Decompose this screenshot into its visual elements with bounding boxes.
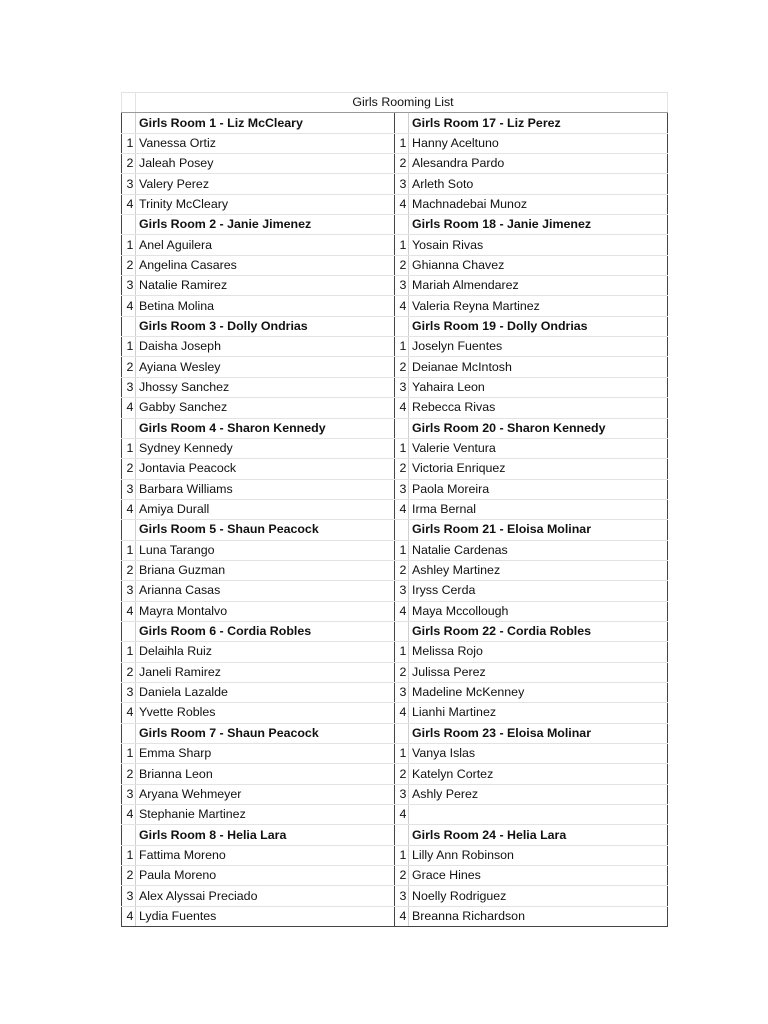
right-member-name: Deianae McIntosh	[409, 357, 668, 377]
left-slot-number: 4	[122, 805, 136, 825]
right-room-header: Girls Room 22 - Cordia Robles	[409, 621, 668, 641]
left-slot-number: 3	[122, 682, 136, 702]
right-slot-number: 1	[395, 337, 409, 357]
rooming-list-table	[121, 92, 668, 927]
right-slot-number: 3	[395, 174, 409, 194]
room-header-row	[122, 113, 668, 133]
left-slot-number: 2	[122, 866, 136, 886]
right-member-name: Rebecca Rivas	[409, 398, 668, 418]
left-slot-number: 4	[122, 194, 136, 214]
member-row	[122, 357, 668, 377]
left-slot-number: 4	[122, 398, 136, 418]
left-slot-number: 4	[122, 906, 136, 926]
member-row	[122, 154, 668, 174]
right-slot-number: 1	[395, 642, 409, 662]
right-slot-number: 4	[395, 296, 409, 316]
sheet-title: Girls Rooming List	[136, 93, 668, 113]
right-slot-number: 4	[395, 499, 409, 519]
right-header-number-cell	[395, 520, 409, 540]
member-row	[122, 845, 668, 865]
left-slot-number: 1	[122, 744, 136, 764]
right-member-name: Iryss Cerda	[409, 581, 668, 601]
left-slot-number: 1	[122, 337, 136, 357]
right-slot-number: 3	[395, 581, 409, 601]
left-member-name: Valery Perez	[136, 174, 395, 194]
right-member-name: Mariah Almendarez	[409, 276, 668, 296]
left-slot-number: 1	[122, 642, 136, 662]
left-member-name: Daniela Lazalde	[136, 682, 395, 702]
right-slot-number: 4	[395, 601, 409, 621]
left-header-number-cell	[122, 723, 136, 743]
left-slot-number: 3	[122, 174, 136, 194]
left-member-name: Arianna Casas	[136, 581, 395, 601]
left-member-name: Lydia Fuentes	[136, 906, 395, 926]
right-slot-number: 1	[395, 235, 409, 255]
left-room-header: Girls Room 5 - Shaun Peacock	[136, 520, 395, 540]
right-member-name: Joselyn Fuentes	[409, 337, 668, 357]
left-slot-number: 1	[122, 133, 136, 153]
member-row	[122, 560, 668, 580]
member-row	[122, 337, 668, 357]
left-slot-number: 2	[122, 764, 136, 784]
left-member-name: Paula Moreno	[136, 866, 395, 886]
right-member-name: Paola Moreira	[409, 479, 668, 499]
right-slot-number: 3	[395, 377, 409, 397]
right-slot-number: 2	[395, 662, 409, 682]
right-header-number-cell	[395, 621, 409, 641]
left-room-header: Girls Room 8 - Helia Lara	[136, 825, 395, 845]
right-member-name: Melissa Rojo	[409, 642, 668, 662]
left-member-name: Amiya Durall	[136, 499, 395, 519]
right-room-header: Girls Room 17 - Liz Perez	[409, 113, 668, 133]
right-member-name: Valerie Ventura	[409, 438, 668, 458]
member-row	[122, 296, 668, 316]
left-slot-number: 3	[122, 581, 136, 601]
right-slot-number: 3	[395, 886, 409, 906]
left-member-name: Luna Tarango	[136, 540, 395, 560]
right-room-header: Girls Room 20 - Sharon Kennedy	[409, 418, 668, 438]
left-room-header: Girls Room 3 - Dolly Ondrias	[136, 316, 395, 336]
left-slot-number: 1	[122, 845, 136, 865]
right-slot-number: 2	[395, 459, 409, 479]
left-slot-number: 4	[122, 296, 136, 316]
left-member-name: Natalie Ramirez	[136, 276, 395, 296]
left-member-name: Angelina Casares	[136, 255, 395, 275]
room-header-row	[122, 723, 668, 743]
right-slot-number: 2	[395, 154, 409, 174]
left-member-name: Brianna Leon	[136, 764, 395, 784]
right-room-header: Girls Room 19 - Dolly Ondrias	[409, 316, 668, 336]
member-row	[122, 499, 668, 519]
left-member-name: Ayiana Wesley	[136, 357, 395, 377]
left-header-number-cell	[122, 621, 136, 641]
right-member-name: Irma Bernal	[409, 499, 668, 519]
right-slot-number: 1	[395, 540, 409, 560]
right-member-name: Breanna Richardson	[409, 906, 668, 926]
right-member-name: Natalie Cardenas	[409, 540, 668, 560]
member-row	[122, 255, 668, 275]
right-member-name: Maya Mccollough	[409, 601, 668, 621]
left-member-name: Sydney Kennedy	[136, 438, 395, 458]
right-member-name: Julissa Perez	[409, 662, 668, 682]
right-slot-number: 4	[395, 194, 409, 214]
member-row	[122, 459, 668, 479]
left-member-name: Emma Sharp	[136, 744, 395, 764]
left-member-name: Aryana Wehmeyer	[136, 784, 395, 804]
left-slot-number: 3	[122, 276, 136, 296]
member-row	[122, 174, 668, 194]
left-member-name: Barbara Williams	[136, 479, 395, 499]
right-member-name: Ashley Martinez	[409, 560, 668, 580]
left-member-name: Stephanie Martinez	[136, 805, 395, 825]
right-member-name: Vanya Islas	[409, 744, 668, 764]
right-header-number-cell	[395, 418, 409, 438]
left-member-name: Trinity McCleary	[136, 194, 395, 214]
right-slot-number: 3	[395, 276, 409, 296]
right-slot-number: 3	[395, 682, 409, 702]
left-slot-number: 2	[122, 459, 136, 479]
right-member-name: Noelly Rodriguez	[409, 886, 668, 906]
member-row	[122, 479, 668, 499]
left-slot-number: 1	[122, 235, 136, 255]
left-slot-number: 2	[122, 662, 136, 682]
left-slot-number: 2	[122, 357, 136, 377]
left-member-name: Anel Aguilera	[136, 235, 395, 255]
room-header-row	[122, 825, 668, 845]
right-slot-number: 4	[395, 398, 409, 418]
room-header-row	[122, 621, 668, 641]
right-member-name: Ashly Perez	[409, 784, 668, 804]
left-member-name: Mayra Montalvo	[136, 601, 395, 621]
left-member-name: Delaihla Ruiz	[136, 642, 395, 662]
right-header-number-cell	[395, 215, 409, 235]
left-header-number-cell	[122, 215, 136, 235]
left-slot-number: 4	[122, 499, 136, 519]
left-member-name: Fattima Moreno	[136, 845, 395, 865]
left-header-number-cell	[122, 825, 136, 845]
left-member-name: Briana Guzman	[136, 560, 395, 580]
left-slot-number: 2	[122, 255, 136, 275]
left-room-header: Girls Room 7 - Shaun Peacock	[136, 723, 395, 743]
rooming-list-body	[122, 93, 668, 927]
left-member-name: Jhossy Sanchez	[136, 377, 395, 397]
left-slot-number: 1	[122, 438, 136, 458]
right-member-name: Yahaira Leon	[409, 377, 668, 397]
right-member-name: Madeline McKenney	[409, 682, 668, 702]
left-room-header: Girls Room 1 - Liz McCleary	[136, 113, 395, 133]
member-row	[122, 703, 668, 723]
right-member-name: Ghianna Chavez	[409, 255, 668, 275]
member-row	[122, 194, 668, 214]
right-slot-number: 1	[395, 744, 409, 764]
member-row	[122, 276, 668, 296]
member-row	[122, 540, 668, 560]
right-room-header: Girls Room 21 - Eloisa Molinar	[409, 520, 668, 540]
left-member-name: Betina Molina	[136, 296, 395, 316]
right-header-number-cell	[395, 113, 409, 133]
room-header-row	[122, 418, 668, 438]
right-member-name: Lilly Ann Robinson	[409, 845, 668, 865]
left-slot-number: 2	[122, 560, 136, 580]
right-member-name	[409, 805, 668, 825]
right-slot-number: 1	[395, 438, 409, 458]
left-member-name: Vanessa Ortiz	[136, 133, 395, 153]
right-member-name: Grace Hines	[409, 866, 668, 886]
right-member-name: Valeria Reyna Martinez	[409, 296, 668, 316]
left-member-name: Yvette Robles	[136, 703, 395, 723]
left-header-number-cell	[122, 113, 136, 133]
member-row	[122, 377, 668, 397]
left-member-name: Alex Alyssai Preciado	[136, 886, 395, 906]
right-header-number-cell	[395, 316, 409, 336]
right-slot-number: 2	[395, 866, 409, 886]
right-room-header: Girls Room 24 - Helia Lara	[409, 825, 668, 845]
left-slot-number: 3	[122, 886, 136, 906]
right-member-name: Alesandra Pardo	[409, 154, 668, 174]
right-slot-number: 3	[395, 479, 409, 499]
title-row	[122, 93, 668, 113]
left-member-name: Janeli Ramirez	[136, 662, 395, 682]
right-slot-number: 3	[395, 784, 409, 804]
member-row	[122, 642, 668, 662]
member-row	[122, 581, 668, 601]
member-row	[122, 784, 668, 804]
member-row	[122, 744, 668, 764]
left-member-name: Daisha Joseph	[136, 337, 395, 357]
left-member-name: Gabby Sanchez	[136, 398, 395, 418]
left-header-number-cell	[122, 316, 136, 336]
right-slot-number: 1	[395, 133, 409, 153]
right-header-number-cell	[395, 825, 409, 845]
room-header-row	[122, 215, 668, 235]
left-slot-number: 1	[122, 540, 136, 560]
left-member-name: Jaleah Posey	[136, 154, 395, 174]
right-member-name: Arleth Soto	[409, 174, 668, 194]
member-row	[122, 805, 668, 825]
right-member-name: Machnadebai Munoz	[409, 194, 668, 214]
member-row	[122, 764, 668, 784]
left-slot-number: 3	[122, 784, 136, 804]
right-slot-number: 2	[395, 764, 409, 784]
left-room-header: Girls Room 4 - Sharon Kennedy	[136, 418, 395, 438]
right-slot-number: 2	[395, 357, 409, 377]
right-member-name: Katelyn Cortez	[409, 764, 668, 784]
member-row	[122, 682, 668, 702]
right-room-header: Girls Room 18 - Janie Jimenez	[409, 215, 668, 235]
left-slot-number: 4	[122, 601, 136, 621]
left-room-header: Girls Room 2 - Janie Jimenez	[136, 215, 395, 235]
right-slot-number: 4	[395, 703, 409, 723]
room-header-row	[122, 316, 668, 336]
right-member-name: Victoria Enriquez	[409, 459, 668, 479]
left-slot-number: 3	[122, 377, 136, 397]
member-row	[122, 133, 668, 153]
right-room-header: Girls Room 23 - Eloisa Molinar	[409, 723, 668, 743]
right-member-name: Yosain Rivas	[409, 235, 668, 255]
left-slot-number: 3	[122, 479, 136, 499]
right-slot-number: 2	[395, 255, 409, 275]
right-slot-number: 1	[395, 845, 409, 865]
left-header-number-cell	[122, 520, 136, 540]
member-row	[122, 886, 668, 906]
right-slot-number: 4	[395, 805, 409, 825]
member-row	[122, 398, 668, 418]
room-header-row	[122, 520, 668, 540]
left-room-header: Girls Room 6 - Cordia Robles	[136, 621, 395, 641]
title-blank-cell	[122, 93, 136, 113]
right-slot-number: 4	[395, 906, 409, 926]
member-row	[122, 906, 668, 926]
member-row	[122, 601, 668, 621]
right-header-number-cell	[395, 723, 409, 743]
left-header-number-cell	[122, 418, 136, 438]
member-row	[122, 866, 668, 886]
right-member-name: Hanny Aceltuno	[409, 133, 668, 153]
left-slot-number: 4	[122, 703, 136, 723]
member-row	[122, 662, 668, 682]
right-member-name: Lianhi Martinez	[409, 703, 668, 723]
right-slot-number: 2	[395, 560, 409, 580]
member-row	[122, 438, 668, 458]
member-row	[122, 235, 668, 255]
left-slot-number: 2	[122, 154, 136, 174]
left-member-name: Jontavia Peacock	[136, 459, 395, 479]
